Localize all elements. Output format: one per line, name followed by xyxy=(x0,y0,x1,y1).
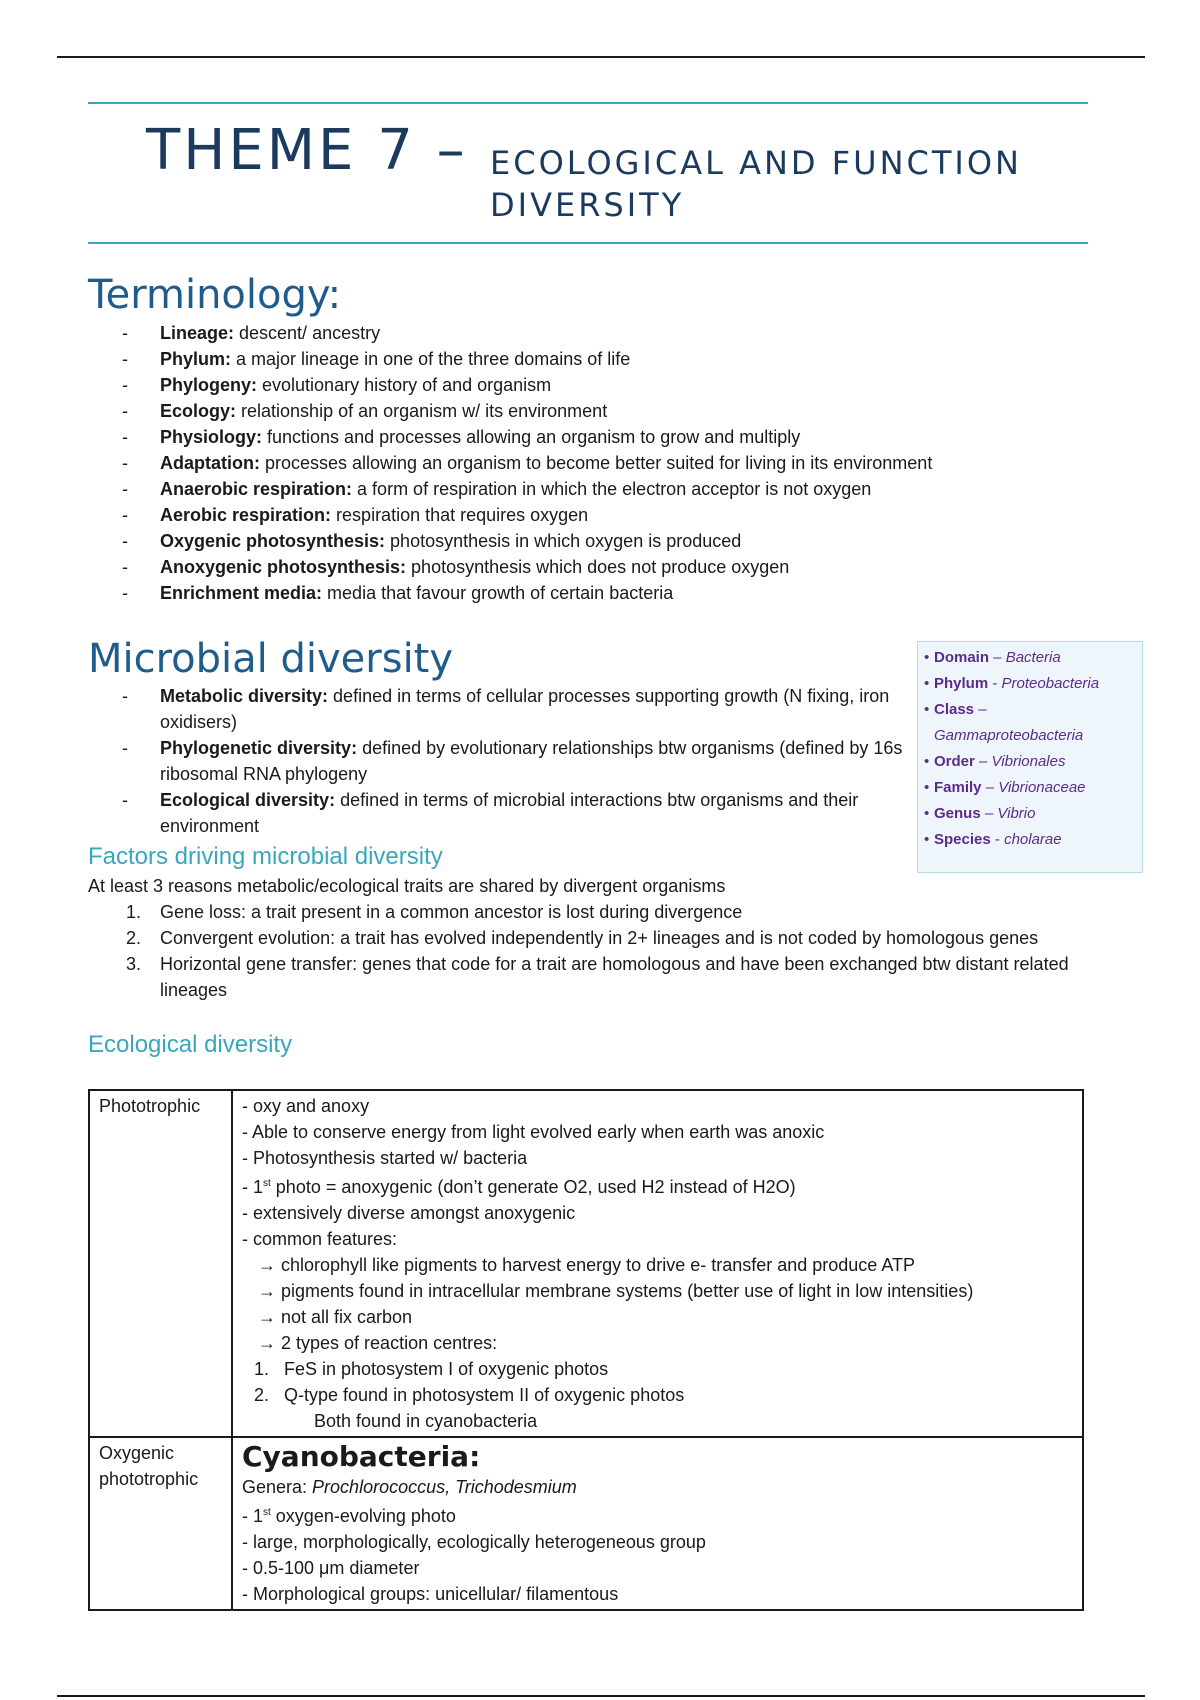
factor-number: 2. xyxy=(126,928,142,948)
taxonomy-name: Proteobacteria xyxy=(1001,675,1100,692)
feature-line: → pigments found in intracellular membrane systems (better use of light in low intensities) xyxy=(258,1281,974,1301)
terminology-list xyxy=(118,320,932,606)
factor-item xyxy=(118,899,1088,925)
terminology-item xyxy=(118,554,932,580)
phototrophic-line: - oxy and anoxy xyxy=(242,1096,370,1116)
factor-item xyxy=(118,925,1088,951)
taxonomy-separator: – xyxy=(980,805,998,822)
taxonomy-separator: – xyxy=(981,779,999,796)
taxonomy-separator: - xyxy=(988,675,1002,692)
terminology-definition: media that favour growth of certain bacteria xyxy=(322,583,674,603)
diversity-item xyxy=(118,787,918,839)
taxonomy-item xyxy=(924,671,1136,697)
ecological-heading: Ecological diversity xyxy=(88,1031,293,1058)
taxonomy-rank: Class xyxy=(934,701,975,718)
bottom-rule xyxy=(57,1695,1145,1697)
cyanobacteria-note: Both found in cyanobacteria xyxy=(314,1411,538,1431)
cyanobacteria-line: - large, morphologically, ecologically heterogeneous group xyxy=(242,1532,706,1552)
factor-text: Horizontal gene transfer: genes that code for a trait are homologous and have been exchanged btw distant related lineages xyxy=(160,954,1069,1000)
taxonomy-rank: Order xyxy=(934,753,975,770)
reaction-centre-item xyxy=(242,1356,1073,1382)
phototrophic-line: - common features: xyxy=(242,1229,398,1249)
row-label-phototrophic: Phototrophic xyxy=(89,1090,232,1437)
factors-heading: Factors driving microbial diversity xyxy=(88,843,443,870)
diversity-definition: defined in terms of cellular processes supporting growth (N fixing, iron oxidisers) xyxy=(160,686,890,732)
terminology-definition: processes allowing an organism to become better suited for living in its environment xyxy=(259,453,933,473)
terminology-item xyxy=(118,476,932,502)
taxonomy-item xyxy=(924,827,1136,853)
taxonomy-name: Vibrio xyxy=(997,805,1036,822)
factor-item xyxy=(118,951,1088,1003)
terminology-term: Adaptation: xyxy=(160,453,260,473)
terminology-definition: a form of respiration in which the electron acceptor is not oxygen xyxy=(352,479,872,499)
terminology-term: Anoxygenic photosynthesis: xyxy=(160,557,407,577)
terminology-term: Aerobic respiration: xyxy=(160,505,332,525)
ecological-table xyxy=(88,1089,1084,1611)
terminology-term: Lineage: xyxy=(160,323,235,343)
feature-line: → 2 types of reaction centres: xyxy=(258,1333,498,1353)
terminology-definition: descent/ ancestry xyxy=(234,323,381,343)
taxonomy-item xyxy=(924,775,1136,801)
terminology-definition: photosynthesis which does not produce oxygen xyxy=(406,557,790,577)
cyanobacteria-line: - Morphological groups: unicellular/ filamentous xyxy=(242,1584,619,1604)
phototrophic-details xyxy=(232,1090,1083,1437)
reaction-centre-number: 1. xyxy=(254,1359,270,1379)
reaction-centre-text: FeS in photosystem I of oxygenic photos xyxy=(284,1359,609,1379)
terminology-item xyxy=(118,346,932,372)
factors-intro: At least 3 reasons metabolic/ecological traits are shared by divergent organisms xyxy=(88,876,726,896)
table-row xyxy=(89,1090,1083,1437)
reaction-centre-text: Q-type found in photosystem II of oxygenic photos xyxy=(284,1385,685,1405)
terminology-term: Physiology: xyxy=(160,427,263,447)
terminology-definition: relationship of an organism w/ its environment xyxy=(236,401,608,421)
terminology-item xyxy=(118,450,932,476)
terminology-definition: evolutionary history of and organism xyxy=(257,375,552,395)
feature-line: → chlorophyll like pigments to harvest energy to drive e- transfer and produce ATP xyxy=(258,1255,915,1275)
terminology-term: Phylum: xyxy=(160,349,232,369)
diversity-item xyxy=(118,735,918,787)
diversity-definition: defined in terms of microbial interactions btw organisms and their environment xyxy=(160,790,859,836)
cyanobacteria-line: - 0.5-100 μm diameter xyxy=(242,1558,420,1578)
microbial-diversity-heading: Microbial diversity xyxy=(88,636,454,682)
taxonomy-separator: - xyxy=(990,831,1005,848)
terminology-definition: functions and processes allowing an organism to grow and multiply xyxy=(262,427,801,447)
taxonomy-rank: Genus xyxy=(934,805,981,822)
oxygenic-details xyxy=(232,1437,1083,1610)
taxonomy-name: Bacteria xyxy=(1005,649,1061,666)
factor-text: Convergent evolution: a trait has evolved independently in 2+ lineages and is not coded by homologous genes xyxy=(160,928,1039,948)
terminology-term: Ecology: xyxy=(160,401,237,421)
top-rule xyxy=(57,56,1145,58)
taxonomy-rank: Species xyxy=(934,831,991,848)
factors-list xyxy=(118,899,1088,1003)
genera-line: Genera: Prochlorococcus, Trichodesmium xyxy=(242,1477,577,1497)
diversity-item xyxy=(118,683,918,735)
terminology-item xyxy=(118,320,932,346)
theme-subtitle: ECOLOGICAL AND FUNCTION DIVERSITY xyxy=(490,144,1022,224)
taxonomy-rank: Family xyxy=(934,779,982,796)
terminology-item xyxy=(118,372,932,398)
factor-number: 1. xyxy=(126,902,142,922)
title-block xyxy=(88,102,1088,244)
taxonomy-separator: – xyxy=(974,701,987,718)
taxonomy-name: Vibrionaceae xyxy=(998,779,1086,796)
diversity-term: Metabolic diversity: xyxy=(160,686,329,706)
microbial-diversity-list xyxy=(118,683,918,839)
phototrophic-line: - Able to conserve energy from light evolved early when earth was anoxic xyxy=(242,1122,825,1142)
terminology-item xyxy=(118,398,932,424)
diversity-term: Phylogenetic diversity: xyxy=(160,738,358,758)
terminology-term: Phylogeny: xyxy=(160,375,258,395)
feature-line: → not all fix carbon xyxy=(258,1307,413,1327)
terminology-term: Enrichment media: xyxy=(160,583,323,603)
terminology-item xyxy=(118,580,932,606)
factor-number: 3. xyxy=(126,954,142,974)
reaction-centre-item xyxy=(242,1382,1073,1408)
taxonomy-item xyxy=(924,697,1136,749)
taxonomy-item xyxy=(924,645,1136,671)
taxonomy-rank: Phylum xyxy=(934,675,989,692)
terminology-definition: a major lineage in one of the three domains of life xyxy=(231,349,631,369)
row-label-oxygenic: Oxygenic phototrophic xyxy=(89,1437,232,1610)
taxonomy-name: Vibrionales xyxy=(991,753,1066,770)
taxonomy-separator: – xyxy=(974,753,992,770)
taxonomy-name: Gammaproteobacteria xyxy=(934,727,1084,744)
taxonomy-separator: – xyxy=(989,649,1006,666)
diversity-definition: defined by evolutionary relationships btw organisms (defined by 16s ribosomal RNA phylogeny xyxy=(160,738,903,784)
phototrophic-line: - extensively diverse amongst anoxygenic xyxy=(242,1203,576,1223)
first-oxygen-line: - 1st oxygen-evolving photo xyxy=(242,1506,456,1526)
factor-text: Gene loss: a trait present in a common ancestor is lost during divergence xyxy=(160,902,743,922)
terminology-item xyxy=(118,424,932,450)
taxonomy-box xyxy=(917,641,1143,873)
terminology-definition: respiration that requires oxygen xyxy=(331,505,589,525)
terminology-item xyxy=(118,502,932,528)
taxonomy-rank: Domain xyxy=(934,649,990,666)
terminology-term: Oxygenic photosynthesis: xyxy=(160,531,386,551)
theme-title: THEME 7 – xyxy=(146,118,468,183)
terminology-term: Anaerobic respiration: xyxy=(160,479,353,499)
terminology-item xyxy=(118,528,932,554)
terminology-definition: photosynthesis in which oxygen is produced xyxy=(385,531,742,551)
table-row xyxy=(89,1437,1083,1610)
taxonomy-item xyxy=(924,801,1136,827)
cyanobacteria-title: Cyanobacteria: xyxy=(242,1440,481,1473)
phototrophic-line: - Photosynthesis started w/ bacteria xyxy=(242,1148,528,1168)
terminology-heading: Terminology: xyxy=(88,272,342,318)
diversity-term: Ecological diversity: xyxy=(160,790,336,810)
reaction-centre-number: 2. xyxy=(254,1385,270,1405)
taxonomy-item xyxy=(924,749,1136,775)
first-photo-line: - 1st photo = anoxygenic (don’t generate O2, used H2 instead of H2O) xyxy=(242,1177,796,1197)
taxonomy-name: cholarae xyxy=(1004,831,1062,848)
